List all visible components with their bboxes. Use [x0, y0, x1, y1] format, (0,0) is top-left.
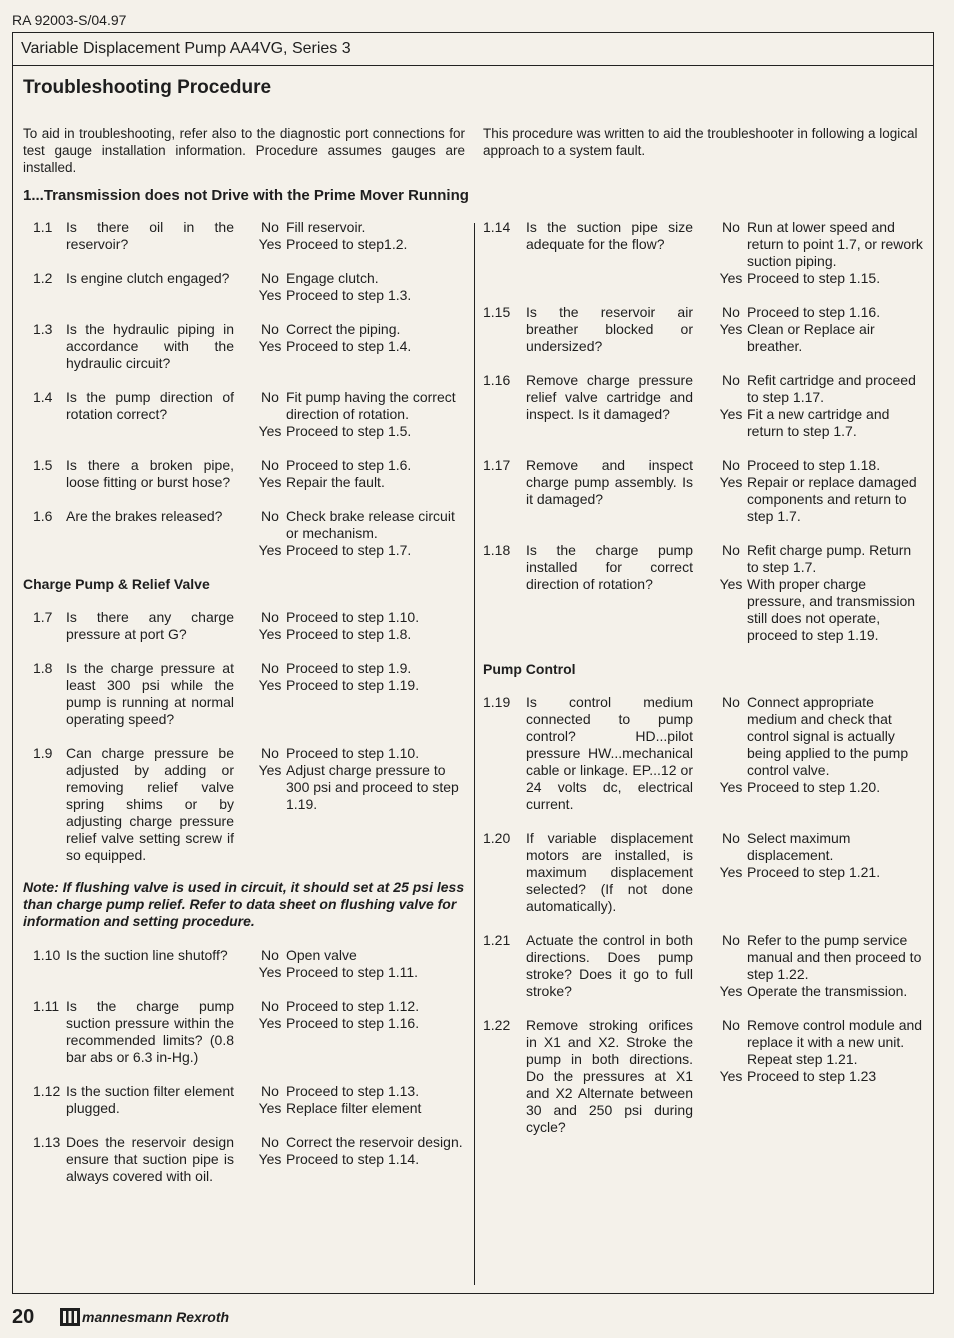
answer-condition: Yes [258, 677, 282, 693]
step-question: Is the hydraulic piping in accordance with the hydraulic circuit? [66, 321, 234, 371]
answer-action: Engage clutch. [286, 270, 379, 286]
step-answers [715, 830, 925, 915]
step-number: 1.3 [33, 321, 53, 337]
answer-condition: Yes [719, 983, 743, 999]
answer-condition: Yes [258, 474, 282, 490]
answer-condition: Yes [258, 1015, 282, 1031]
step-row [23, 219, 467, 253]
step-answers [254, 321, 467, 372]
header-title: Variable Displacement Pump AA4VG, Series 3 [13, 33, 933, 66]
answer-action: Replace filter element [286, 1100, 422, 1116]
left-column [23, 219, 467, 1202]
answer-action: Proceed to step 1.8. [286, 626, 412, 642]
step-number: 1.4 [33, 389, 53, 405]
step-number: 1.11 [33, 998, 60, 1014]
answer-action: Proceed to step 1.3. [286, 287, 412, 303]
answer-condition: Yes [258, 423, 282, 439]
subsection-heading: Pump Control [483, 661, 576, 677]
step-question: Is the reservoir air breather blocked or undersized? [526, 304, 693, 354]
answer-row [715, 1068, 925, 1085]
answer-condition: No [261, 389, 279, 405]
step-row [483, 1017, 925, 1136]
answer-action: Proceed to step 1.7. [286, 542, 412, 558]
step-question: Is there any charge pressure at port G? [66, 609, 234, 642]
answer-row [715, 304, 925, 321]
step-number: 1.5 [33, 457, 53, 473]
answer-action: Proceed to step 1.10. [286, 609, 420, 625]
answer-condition: Yes [258, 287, 282, 303]
answer-action: Fit pump having the correct direction of rotation. [286, 389, 456, 422]
answer-action: Refit charge pump. Return to step 1.7. [747, 542, 912, 575]
document-code: RA 92003-S/04.97 [12, 12, 127, 28]
step-question: Is engine clutch engaged? [66, 270, 230, 286]
step-answers [254, 389, 467, 440]
answer-action: Proceed to step 1.5. [286, 423, 412, 439]
step-number: 1.2 [33, 270, 53, 286]
brand-name: mannesmann Rexroth [82, 1309, 230, 1325]
answer-row [254, 457, 467, 474]
answer-row [254, 998, 467, 1015]
answer-action: Run at lower speed and return to point 1.7, or rework suction piping. [747, 219, 923, 269]
answer-condition: No [722, 694, 740, 710]
right-column [483, 219, 925, 1153]
answer-action: Correct the reservoir design. [286, 1134, 463, 1150]
step-number: 1.1 [33, 219, 53, 235]
answer-condition: No [261, 270, 279, 286]
step-row [23, 1134, 467, 1185]
answer-row [254, 660, 467, 677]
answer-condition: Yes [258, 338, 282, 354]
step-answers [715, 694, 925, 813]
answer-row [254, 338, 467, 355]
step-answers [254, 660, 467, 728]
step-answers [254, 947, 467, 981]
answer-row [715, 321, 925, 355]
answer-condition: Yes [719, 576, 743, 592]
step-question: Is there a broken pipe, loose fitting or burst hose? [66, 457, 234, 490]
step-question: Is the suction pipe size adequate for the flow? [526, 219, 693, 252]
answer-action: Open valve [286, 947, 357, 963]
step-row [483, 932, 925, 1000]
answer-condition: Yes [258, 762, 282, 778]
answer-row [254, 1100, 467, 1117]
answer-action: Proceed to step 1.14. [286, 1151, 420, 1167]
step-answers [254, 998, 467, 1066]
answer-action: Adjust charge pressure to 300 psi and proceed to step 1.19. [286, 762, 459, 812]
answer-condition: Yes [719, 1068, 743, 1084]
step-row [23, 998, 467, 1066]
step-answers [254, 1134, 467, 1185]
answer-row [254, 474, 467, 491]
answer-action: Proceed to step1.2. [286, 236, 408, 252]
answer-condition: No [261, 321, 279, 337]
step-answers [715, 542, 925, 644]
answer-row [254, 321, 467, 338]
answer-condition: No [261, 660, 279, 676]
answer-condition: Yes [719, 406, 743, 422]
answer-row [715, 983, 925, 1000]
answer-condition: No [261, 219, 279, 235]
page-number: 20 [12, 1306, 35, 1328]
step-answers [254, 219, 467, 253]
answer-condition: No [261, 947, 279, 963]
step-number: 1.15 [483, 304, 511, 320]
step-number: 1.9 [33, 745, 53, 761]
answer-row [715, 406, 925, 440]
answer-condition: Yes [258, 1151, 282, 1167]
step-answers [254, 1083, 467, 1117]
answer-condition: Yes [258, 542, 282, 558]
answer-condition: No [722, 457, 740, 473]
answer-row [254, 542, 467, 559]
answer-action: Proceed to step 1.6. [286, 457, 412, 473]
answer-row [254, 1083, 467, 1100]
answer-action: Proceed to step 1.4. [286, 338, 412, 354]
answer-row [254, 219, 467, 236]
answer-row [254, 626, 467, 643]
step-question: Is control medium connected to pump control? HD...pilot pressure HW...mechanical cable or linkage. EP...12 or 24 volts dc, electrical current. [526, 694, 693, 812]
answer-condition: Yes [719, 779, 743, 795]
answer-row [715, 1017, 925, 1068]
answer-row [715, 694, 925, 779]
answer-condition: Yes [719, 321, 743, 337]
answer-action: Check brake release circuit or mechanism. [286, 508, 455, 541]
answer-row [715, 576, 925, 644]
answer-action: Proceed to step 1.11. [286, 964, 419, 980]
answer-condition: No [722, 1017, 740, 1033]
answer-action: Proceed to step 1.10. [286, 745, 420, 761]
answer-condition: Yes [258, 1100, 282, 1116]
step-answers [254, 508, 467, 559]
answer-row [715, 270, 925, 287]
step-row [483, 694, 925, 813]
answer-action: Proceed to step 1.21. [747, 864, 881, 880]
step-number: 1.10 [33, 947, 61, 963]
step-number: 1.16 [483, 372, 511, 388]
answer-row [254, 964, 467, 981]
answer-action: Proceed to step 1.16. [286, 1015, 420, 1031]
step-row [483, 219, 925, 287]
answer-row [254, 609, 467, 626]
answer-condition: No [722, 932, 740, 948]
answer-action: Remove control module and replace it with a new unit. Repeat step 1.21. [747, 1017, 923, 1067]
answer-action: Repair or replace damaged components and return to step 1.7. [747, 474, 917, 524]
answer-row [254, 389, 467, 423]
step-row [23, 321, 467, 372]
answer-row [254, 423, 467, 440]
answer-condition: Yes [719, 474, 743, 490]
answer-action: Proceed to step 1.16. [747, 304, 881, 320]
step-question: If variable displacement motors are installed, is maximum displacement selected? (If not done automatically). [526, 830, 693, 914]
step-row [23, 1083, 467, 1117]
step-row [23, 270, 467, 304]
step-row [23, 660, 467, 728]
step-answers [715, 372, 925, 440]
answer-row [715, 932, 925, 983]
answer-action: Proceed to step 1.18. [747, 457, 881, 473]
section-title: 1...Transmission does not Drive with the Prime Mover Running [23, 187, 469, 204]
answer-action: Proceed to step 1.19. [286, 677, 420, 693]
answer-condition: No [722, 830, 740, 846]
answer-action: Refit cartridge and proceed to step 1.17. [747, 372, 916, 405]
step-question: Is the suction line shutoff? [66, 947, 228, 963]
answer-condition: No [261, 508, 279, 524]
step-number: 1.20 [483, 830, 511, 846]
step-number: 1.19 [483, 694, 511, 710]
answer-condition: No [722, 542, 740, 558]
answer-row [254, 1151, 467, 1168]
answer-row [715, 542, 925, 576]
answer-row [254, 287, 467, 304]
answer-row [254, 745, 467, 762]
answer-condition: No [261, 745, 279, 761]
answer-condition: Yes [719, 864, 743, 880]
answer-row [715, 372, 925, 406]
step-row [23, 745, 467, 864]
step-question: Remove stroking orifices in X1 and X2. Stroke the pump in both directions. Do the pressures at X1 and X2 Alternate between 30 and 250 psi during cycle? [526, 1017, 693, 1135]
brand-logo [60, 1308, 229, 1326]
answer-action: Select maximum displacement. [747, 830, 851, 863]
step-row [23, 508, 467, 559]
answer-row [254, 1134, 467, 1151]
note-text: Note: If flushing valve is used in circuit, it should set at 25 psi less than charge pump relief. Refer to data sheet on flushing valve for information and setting procedure. [23, 879, 465, 929]
answer-condition: No [261, 998, 279, 1014]
answer-row [254, 270, 467, 287]
step-answers [715, 1017, 925, 1136]
answer-action: Connect appropriate medium and check that control signal is actually being applied to the pump control valve. [747, 694, 909, 778]
answer-condition: Yes [258, 626, 282, 642]
answer-row [254, 236, 467, 253]
step-answers [254, 745, 467, 864]
step-row [23, 457, 467, 491]
answer-action: Correct the piping. [286, 321, 401, 337]
step-question: Does the reservoir design ensure that suction pipe is always covered with oil. [66, 1134, 234, 1184]
answer-action: Fill reservoir. [286, 219, 366, 235]
answer-action: Proceed to step 1.23 [747, 1068, 877, 1084]
step-answers [715, 219, 925, 287]
step-number: 1.17 [483, 457, 511, 473]
answer-row [715, 457, 925, 474]
answer-action: Proceed to step 1.13. [286, 1083, 420, 1099]
step-number: 1.8 [33, 660, 53, 676]
step-number: 1.21 [483, 932, 511, 948]
answer-condition: No [261, 457, 279, 473]
step-question: Actuate the control in both directions. Does pump stroke? Does it go to full stroke? [526, 932, 693, 999]
subsection-heading: Charge Pump & Relief Valve [23, 576, 210, 592]
step-answers [254, 457, 467, 491]
step-number: 1.18 [483, 542, 511, 558]
answer-condition: No [261, 1134, 279, 1150]
step-row [483, 457, 925, 525]
answer-row [715, 219, 925, 270]
step-number: 1.13 [33, 1134, 61, 1150]
answer-condition: No [722, 304, 740, 320]
answer-row [715, 864, 925, 881]
step-answers [254, 609, 467, 643]
step-answers [715, 304, 925, 355]
step-question: Is the suction filter element plugged. [66, 1083, 234, 1116]
answer-action: Fit a new cartridge and return to step 1.7. [747, 406, 890, 439]
step-question: Is the charge pump suction pressure within the recommended limits? (0.8 bar abs or 6.3 in-Hg.) [66, 998, 234, 1065]
step-number: 1.12 [33, 1083, 61, 1099]
answer-condition: No [261, 1083, 279, 1099]
answer-condition: No [261, 609, 279, 625]
page-title: Troubleshooting Procedure [23, 77, 272, 98]
step-number: 1.14 [483, 219, 511, 235]
step-answers [715, 932, 925, 1000]
answer-row [254, 947, 467, 964]
answer-action: Proceed to step 1.20. [747, 779, 881, 795]
step-question: Are the brakes released? [66, 508, 223, 524]
step-answers [715, 457, 925, 525]
step-question: Is the charge pressure at least 300 psi while the pump is running at normal operating speed? [66, 660, 234, 727]
step-question: Remove charge pressure relief valve cartridge and inspect. Is it damaged? [526, 372, 693, 422]
column-divider [474, 223, 475, 1285]
answer-row [254, 1015, 467, 1032]
answer-action: Proceed to step 1.12. [286, 998, 420, 1014]
step-number: 1.6 [33, 508, 53, 524]
step-question: Is the pump direction of rotation correct? [66, 389, 234, 422]
step-answers [254, 270, 467, 304]
answer-condition: No [722, 219, 740, 235]
answer-action: With proper charge pressure, and transmission still does not operate, proceed to step 1.19. [747, 576, 916, 643]
answer-condition: Yes [258, 964, 282, 980]
step-row [23, 389, 467, 440]
answer-row [715, 779, 925, 796]
answer-row [715, 474, 925, 525]
step-row [483, 304, 925, 355]
answer-action: Operate the transmission. [747, 983, 908, 999]
step-row [23, 947, 467, 981]
step-question: Is there oil in the reservoir? [66, 219, 234, 252]
answer-action: Proceed to step 1.15. [747, 270, 881, 286]
answer-action: Clean or Replace air breather. [747, 321, 875, 354]
answer-row [254, 762, 467, 813]
step-question: Is the charge pump installed for correct direction of rotation? [526, 542, 693, 592]
answer-row [715, 830, 925, 864]
rexroth-logo-icon [60, 1308, 80, 1326]
answer-action: Repair the fault. [286, 474, 385, 490]
answer-action: Refer to the pump service manual and then proceed to step 1.22. [747, 932, 922, 982]
step-number: 1.7 [33, 609, 53, 625]
intro-left: To aid in troubleshooting, refer also to the diagnostic port connections for test gauge installation information. Procedure assumes gauges are installed. [23, 126, 465, 175]
answer-action: Proceed to step 1.9. [286, 660, 412, 676]
step-number: 1.22 [483, 1017, 511, 1033]
page-frame [12, 32, 934, 1294]
step-row [483, 830, 925, 915]
intro-right: This procedure was written to aid the troubleshooter in following a logical approach to a system fault. [483, 126, 918, 158]
step-question: Can charge pressure be adjusted by adding or removing relief valve spring shims or by adjusting charge pressure relief valve setting screw if so equipped. [66, 745, 234, 863]
answer-condition: No [722, 372, 740, 388]
step-question: Remove and inspect charge pump assembly. Is it damaged? [526, 457, 693, 507]
answer-condition: Yes [719, 270, 743, 286]
answer-row [254, 508, 467, 542]
step-row [23, 609, 467, 643]
step-row [483, 542, 925, 644]
step-row [483, 372, 925, 440]
answer-condition: Yes [258, 236, 282, 252]
answer-row [254, 677, 467, 694]
